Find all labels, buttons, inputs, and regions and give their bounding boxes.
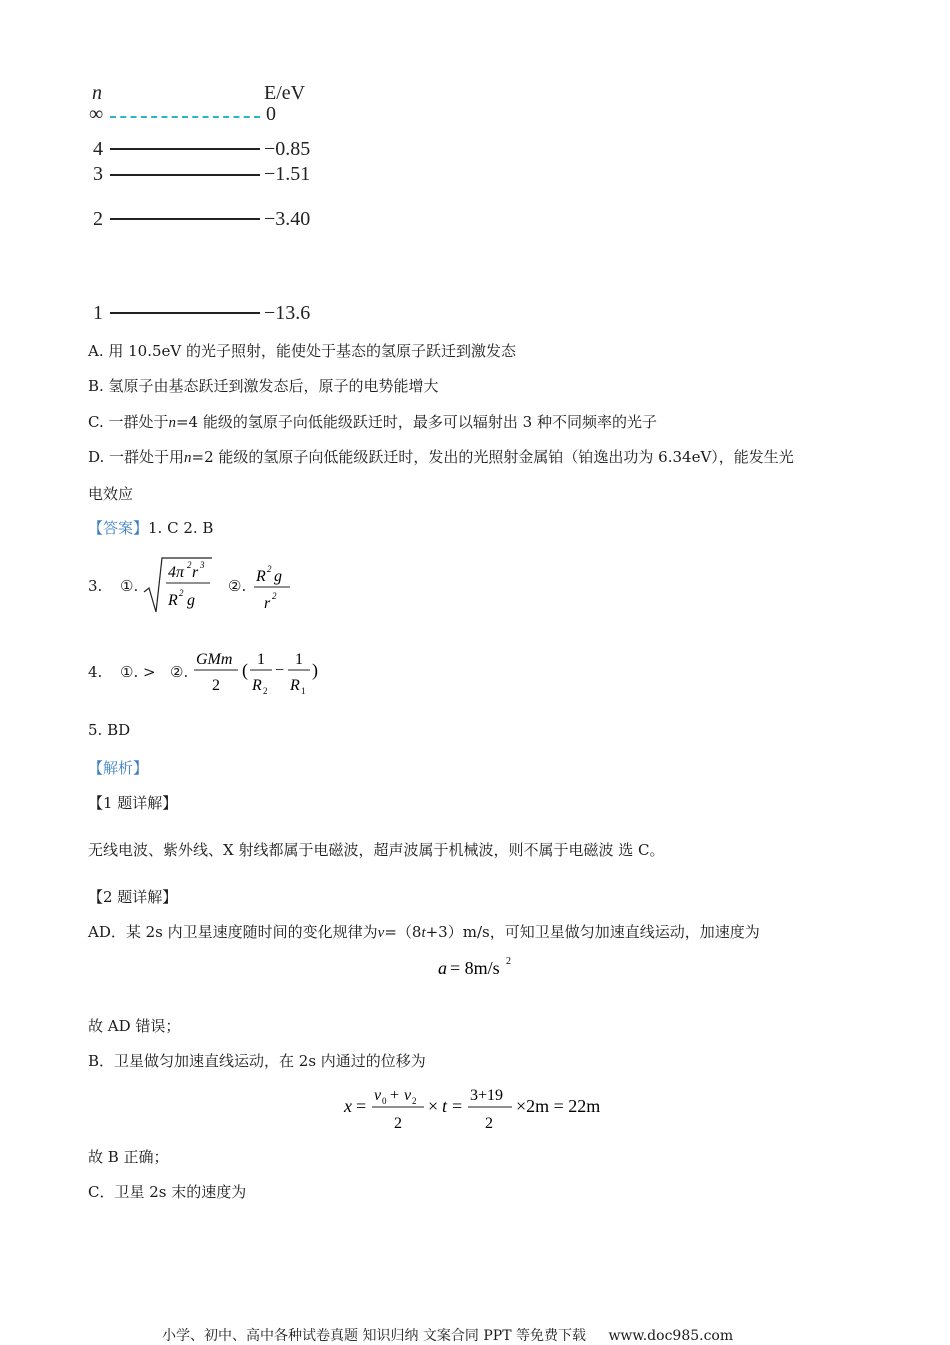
svg-text:1: 1 <box>257 651 265 668</box>
svg-text:R: R <box>290 677 300 694</box>
option-c-prefix: C. 一群处于 <box>88 413 169 431</box>
q2-heading: 【2 题详解】 <box>88 888 178 906</box>
svg-text:2: 2 <box>272 591 277 601</box>
svg-text:): ) <box>312 660 318 680</box>
footer-url[interactable]: www.doc985.com <box>608 1328 734 1344</box>
level-line-2 <box>110 218 260 220</box>
answers-1-2: 1. C 2. B <box>148 519 214 537</box>
analysis-tag: 【解析】 <box>88 759 149 777</box>
svg-text:3+19: 3+19 <box>470 1087 504 1104</box>
level-e-infinity: 0 <box>266 103 276 125</box>
svg-text:v: v <box>404 1087 412 1104</box>
answer-4-choice1: ①. > <box>120 663 156 681</box>
answer-5: 5. BD <box>88 721 131 739</box>
footer-text: 小学、初中、高中各种试卷真题 知识归纳 文案合同 PPT 等免费下载 <box>162 1328 586 1344</box>
option-d-n: n <box>184 450 192 466</box>
option-b: B. 氢原子由基态跃迁到激发态后，原子的电势能增大 <box>88 377 439 395</box>
footer <box>162 1325 733 1345</box>
svg-text:2: 2 <box>179 588 184 598</box>
level-line-infinity <box>110 116 260 118</box>
option-d <box>88 446 794 467</box>
answer-tag: 【答案】 <box>88 519 149 537</box>
svg-text:GMm: GMm <box>196 651 233 668</box>
q2-ad-v: v <box>377 925 385 941</box>
option-c <box>88 411 657 432</box>
acceleration-formula <box>436 952 526 982</box>
svg-text:×2m = 22m: ×2m = 22m <box>516 1096 601 1116</box>
level-n-3: 3 <box>93 163 103 185</box>
option-a: A. 用 10.5eV 的光子照射，能使处于基态的氢原子跃迁到激发态 <box>88 342 517 360</box>
option-c-n: n <box>168 415 176 431</box>
svg-text:(: ( <box>242 660 248 680</box>
svg-text:R: R <box>256 568 266 585</box>
answer-3-choice1-label: ①. <box>120 577 139 595</box>
svg-text:2: 2 <box>187 560 192 570</box>
svg-text:×: × <box>428 1096 439 1116</box>
q2-b-conclusion: 故 B 正确； <box>88 1148 169 1166</box>
svg-text:r: r <box>192 564 199 581</box>
svg-text:=: = <box>356 1096 367 1116</box>
svg-text:g: g <box>187 592 195 609</box>
svg-text:R: R <box>168 592 178 609</box>
svg-text:g: g <box>274 568 282 585</box>
q2-ad-t: t <box>421 925 426 941</box>
svg-text:4π: 4π <box>168 564 185 581</box>
level-n-1: 1 <box>93 302 103 324</box>
q2-b-text: B．卫星做匀加速直线运动，在 2s 内通过的位移为 <box>88 1052 426 1070</box>
answer-4-choice2-label: ②. <box>170 663 189 681</box>
q2-c-text: C．卫星 2s 末的速度为 <box>88 1183 247 1201</box>
svg-text:2: 2 <box>506 956 511 967</box>
svg-text:1: 1 <box>301 686 306 696</box>
svg-text:2: 2 <box>394 1115 402 1132</box>
q1-text: 无线电波、紫外线、X 射线都属于电磁波，超声波属于机械波，则不属于电磁波 选 C。 <box>88 841 665 859</box>
svg-text:3: 3 <box>200 560 205 570</box>
level-n-4: 4 <box>93 138 103 160</box>
svg-text:r: r <box>264 595 271 612</box>
answer-4-formula <box>192 642 322 700</box>
svg-text:= 8m/s: = 8m/s <box>450 958 500 978</box>
svg-text:2: 2 <box>412 1096 417 1106</box>
q2-ad-text <box>88 921 760 942</box>
option-d-continued: 电效应 <box>88 485 134 503</box>
answer-3-formula-2 <box>250 560 294 614</box>
level-e-2: −3.40 <box>264 208 311 230</box>
level-n-infinity: ∞ <box>89 103 104 125</box>
svg-text:2: 2 <box>263 686 268 696</box>
q2-ad-suffix: +3）m/s，可知卫星做匀加速直线运动，加速度为 <box>425 923 760 941</box>
energy-axis-label: E/eV <box>264 82 306 104</box>
svg-text:R: R <box>252 677 262 694</box>
level-n-2: 2 <box>93 208 103 230</box>
svg-text:t: t <box>442 1096 448 1116</box>
svg-text:2: 2 <box>485 1115 493 1132</box>
svg-text:2: 2 <box>267 564 272 574</box>
q2-ad-mid: =（8 <box>384 923 422 941</box>
option-d-prefix: D. 一群处于用 <box>88 448 185 466</box>
q2-ad-conclusion: 故 AD 错误； <box>88 1017 181 1035</box>
answer-3-number: 3. <box>88 577 103 595</box>
level-line-1 <box>110 312 260 314</box>
svg-text:1: 1 <box>295 651 303 668</box>
answer-4-number: 4. <box>88 663 103 681</box>
svg-text:v: v <box>374 1087 382 1104</box>
option-d-suffix: =2 能级的氢原子向低能级跃迁时，发出的光照射金属铂（铂逸出功为 6.34eV），能发生光 <box>191 448 794 466</box>
svg-text:a: a <box>438 958 447 978</box>
answer-3-formula-1 <box>142 552 216 616</box>
svg-text:+: + <box>390 1087 400 1104</box>
svg-text:=: = <box>452 1096 463 1116</box>
svg-text:x: x <box>344 1096 352 1116</box>
level-line-3 <box>110 174 260 176</box>
svg-text:2: 2 <box>212 677 220 694</box>
option-c-suffix: =4 能级的氢原子向低能级跃迁时，最多可以辐射出 3 种不同频率的光子 <box>175 413 657 431</box>
displacement-formula <box>340 1080 610 1134</box>
level-e-1: −13.6 <box>264 302 311 324</box>
svg-text:0: 0 <box>382 1096 387 1106</box>
level-e-3: −1.51 <box>264 163 311 185</box>
answers-line-1-2 <box>88 517 213 538</box>
q2-ad-prefix: AD．某 2s 内卫星速度随时间的变化规律为 <box>88 923 378 941</box>
svg-text:−: − <box>275 662 285 679</box>
answer-3-choice2-label: ②. <box>228 577 247 595</box>
n-axis-label: n <box>92 82 102 104</box>
level-e-4: −0.85 <box>264 138 311 160</box>
q1-heading: 【1 题详解】 <box>88 794 178 812</box>
level-line-4 <box>110 148 260 150</box>
